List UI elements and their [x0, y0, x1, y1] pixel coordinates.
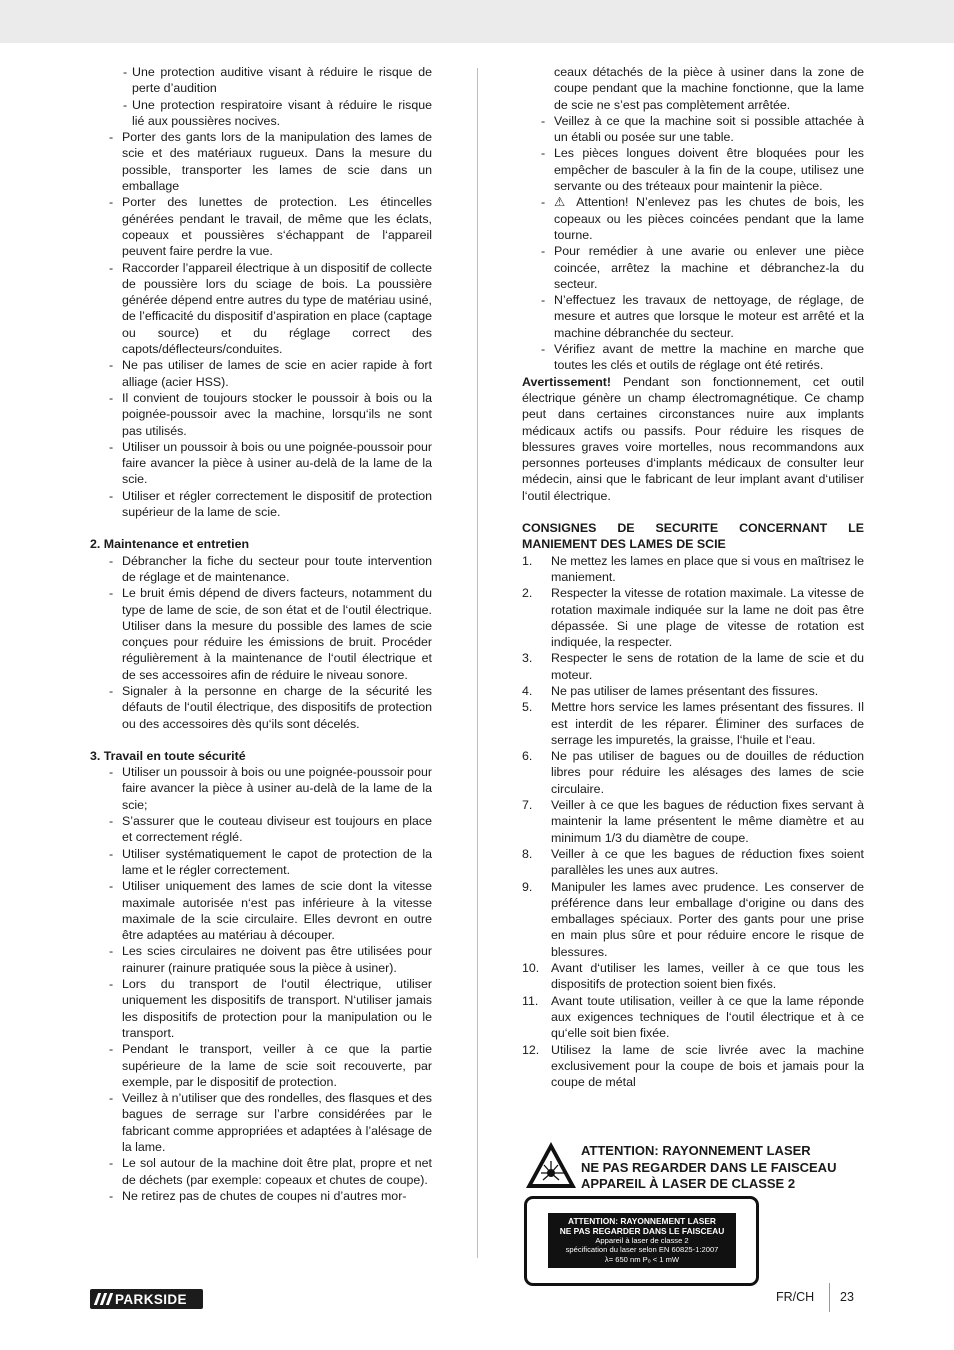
- item-text: Manipuler les lames avec prudence. Les conserver de préférence dans leur emballage d‘origine ou dans des emballages spéciaux. Porter des gants pour une prise en main plus sûre et pour réduire encore le risque de blessures.: [551, 879, 864, 959]
- list-item: [522, 585, 864, 650]
- item-number: 4.: [522, 683, 533, 698]
- item-number: 3.: [522, 651, 533, 666]
- list-item: - Ne pas utiliser de lames de scie en acier rapide à fort alliage (acier HSS).: [90, 357, 432, 390]
- label-line: Appareil à laser de classe 2: [595, 1236, 689, 1245]
- continued-text: ceaux détachés de la pièce à usiner dans la zone de coupe pendant que la machine fonctionne, que la lame de scie ne s’est pas complètement arrêtée.: [554, 65, 864, 112]
- maintenance-list: [90, 553, 432, 732]
- safe-work-list: [90, 764, 432, 1204]
- list-item: - Utiliser un poussoir à bois ou une poignée-poussoir pour faire avancer la pièce à usiner au-delà de la lame de la scie;: [90, 764, 432, 813]
- list-item: [522, 1042, 864, 1091]
- list-item: - Veillez à n’utiliser que des rondelles, des flasques et des bagues de serrage sur l’arbre considérées par le fabricant comme appropriées et adaptées à l’alésage de la lame.: [90, 1090, 432, 1155]
- top-bar: [0, 0, 954, 43]
- left-column: [90, 64, 432, 1204]
- label-line: ATTENTION: RAYONNEMENT LASER: [568, 1216, 716, 1226]
- logo-stripes-icon: [90, 1289, 114, 1309]
- list-item: - Le bruit émis dépend de divers facteurs, notamment du type de lame de scie, de son état et de l‘outil électrique. Utiliser dans la mesure du possible des lames de scie conçues pour réduire les émissions de bruit. Procéder régulièrement à la maintenance de l‘outil électrique et de ses accessoires afin de réduire le niveau sonore.: [90, 585, 432, 683]
- item-text: Respecter le sens de rotation de la lame de scie et du moteur.: [551, 651, 864, 682]
- item-text: Ne mettez les lames en place que si vous en maîtrisez le maniement.: [551, 553, 864, 584]
- brand-name: PARKSIDE: [115, 1291, 187, 1307]
- list-item: - Porter des gants lors de la manipulation des lames de scie et des matériaux rugueux. Dans la mesure du possible, transporter les lames de scie dans un emballage: [90, 129, 432, 194]
- section-heading-blades: CONSIGNES DE SECURITE CONCERNANT LE MANIEMENT DES LAMES DE SCIE: [522, 521, 864, 552]
- list-item: [522, 553, 864, 586]
- item-number: 8.: [522, 846, 533, 861]
- label-line: spécification du laser selon EN 60825-1:2007: [565, 1245, 719, 1255]
- list-item: - Porter des lunettes de protection. Les étincelles générées pendant le travail, de même que les éclats, copeaux et poussières s‘échappant de l‘appareil peuvent faire perdre la vue.: [90, 194, 432, 259]
- item-text: Ne pas utiliser de lames présentant des fissures.: [551, 683, 819, 698]
- list-item: [522, 993, 864, 1042]
- list-item: - Utiliser et régler correctement le dispositif de protection supérieur de la lame de scie.: [90, 488, 432, 521]
- list-item: - ⚠ Attention! N’enlevez pas les chutes de bois, les copeaux ou les pièces coincées pendant que la lame tourne.: [522, 194, 864, 243]
- section-heading-maintenance: 2. Maintenance et entretien: [90, 537, 250, 552]
- warning-label: Avertissement!: [522, 374, 612, 389]
- right-column: [522, 64, 864, 1090]
- section-heading-safe-work: 3. Travail en toute sécurité: [90, 748, 246, 763]
- label-line: λ= 650 nm Pₒ < 1 mW: [604, 1254, 680, 1264]
- language-code: FR/CH: [776, 1290, 815, 1304]
- footer-divider: [829, 1283, 830, 1312]
- list-item: - Les scies circulaires ne doivent pas être utilisées pour rainurer (rainure pratiquée sous la pièce à usiner).: [90, 943, 432, 976]
- machine-safety-list: [522, 113, 864, 374]
- list-item: - Utiliser un poussoir à bois ou une poignée-poussoir pour faire avancer la pièce à usiner au-delà de la lame de la scie.: [90, 439, 432, 488]
- item-text: Utilisez la lame de scie livrée avec la machine exclusivement pour la coupe de bois et jamais pour la coupe de métal: [551, 1042, 864, 1090]
- list-item: [522, 960, 864, 993]
- list-item: - N’effectuez les travaux de nettoyage, de réglage, de mesure et autres que lorsque le moteur est arrêté et la machine débranchée du secteur.: [522, 292, 864, 341]
- item-number: 11.: [522, 993, 539, 1008]
- item-text: Avant toute utilisation, veiller à ce que la lame réponde aux exigences techniques de l‘outil électrique et à ce qu‘elle soit bien fixée.: [551, 993, 864, 1041]
- item-number: 7.: [522, 798, 533, 813]
- laser-warning-line: APPAREIL À LASER DE CLASSE 2: [581, 1176, 796, 1191]
- parkside-logo: [90, 1289, 203, 1309]
- list-item: - Lors du transport de l‘outil électrique, utiliser uniquement les dispositifs de transport. N‘utiliser jamais les dispositifs de protection pour la manipulation ou le transport.: [90, 976, 432, 1041]
- laser-label-sticker: [524, 1196, 759, 1286]
- list-item: [522, 650, 864, 683]
- list-item: - Signaler à la personne en charge de la sécurité les défauts de l‘outil électrique, des dispositifs de protection ou des accessoires dès qu‘ils sont décelés.: [90, 683, 432, 732]
- item-number: 12.: [522, 1042, 540, 1057]
- list-item: - Une protection auditive visant à réduire le risque de perte d’audition: [90, 64, 432, 97]
- list-item: - S’assurer que le couteau diviseur est toujours en place et correctement réglé.: [90, 813, 432, 846]
- item-text: Veiller à ce que les bagues de réduction fixes soient parallèles les unes aux autres.: [551, 846, 864, 878]
- list-item: [522, 797, 864, 846]
- list-item: - Pour remédier à une avarie ou enlever une pièce coincée, arrêtez la machine et débranchez-la du secteur.: [522, 243, 864, 292]
- list-item: - Une protection respiratoire visant à réduire le risque lié aux poussières nocives.: [90, 97, 432, 130]
- list-item: [522, 879, 864, 960]
- list-item: - Les pièces longues doivent être bloquées pour les empêcher de basculer à la fin de la coupe, utilisez une servante ou des tréteaux pour maintenir la pièce.: [522, 145, 864, 194]
- list-item: - Utiliser systématiquement le capot de protection de la lame et le régler correctement.: [90, 846, 432, 879]
- em-warning-paragraph: [522, 374, 864, 504]
- list-item: - Il convient de toujours stocker le poussoir à bois ou la poignée-poussoir avec la machine, lorsqu‘ils ne sont pas utilisés.: [90, 390, 432, 439]
- list-item: - Veillez à ce que la machine soit si possible attachée à un établi ou posée sur une table.: [522, 113, 864, 146]
- list-item: [522, 846, 864, 879]
- item-text: Mettre hors service les lames présentant des fissures. Il est interdit de les réparer. Éliminer des surfaces de serrage les impuretés, la graisse, l‘huile et l‘eau.: [551, 700, 864, 747]
- laser-warning-icon: [524, 1140, 578, 1190]
- label-line: NE PAS REGARDER DANS LE FAISCEAU: [559, 1226, 725, 1236]
- laser-warning-text: [581, 1143, 836, 1193]
- list-item: - Utiliser uniquement des lames de scie dont la vitesse maximale autorisée n‘est pas inférieure à la vitesse maximale de la scie circulaire. Elles devront en outre être adaptées au matériau à découper.: [90, 878, 432, 943]
- list-item: - Raccorder l’appareil électrique à un dispositif de collecte de poussière lors du sciage de bois. La poussière générée dépend entre autres du type de matériau usiné, de l’efficacité du dispositif d’aspiration en place (captage ou source) et du réglage correct des capots/déflecteurs/conduites.: [90, 260, 432, 358]
- item-number: 9.: [522, 879, 533, 894]
- laser-warning-line: ATTENTION: RAYONNEMENT LASER: [581, 1143, 811, 1158]
- item-number: 6.: [522, 749, 533, 764]
- laser-warning-line: NE PAS REGARDER DANS LE FAISCEAU: [581, 1159, 837, 1175]
- warning-text: Pendant son fonctionnement, cet outil électrique génère un champ électromagnétique. Ce champ peut dans certaines circonstances nuire aux implants médicaux actifs ou passifs. Pour réduire les risques de blessures graves voire mortelles, nous recommandons aux personnes porteuses d‘implants médicaux de consulter leur médecin, ainsi que le fabricant de leur implant avant d‘utiliser l‘outil électrique.: [522, 374, 864, 503]
- list-item: - Le sol autour de la machine doit être plat, propre et net de déchets (par exemple: copeaux et chutes de coupe).: [90, 1155, 432, 1188]
- list-item: [522, 748, 864, 797]
- safety-list: [90, 129, 432, 520]
- item-number: 5.: [522, 700, 533, 715]
- item-text: Avant d‘utiliser les lames, veiller à ce que tous les dispositifs de protection soient bien fixés.: [551, 961, 864, 992]
- protection-sublist: [90, 64, 432, 129]
- list-item: [522, 683, 864, 699]
- item-text: Ne pas utiliser de bagues ou de douilles de réduction libres pour réduire les alésages des lames de scie circulaire.: [551, 749, 864, 796]
- item-number: 10.: [522, 961, 540, 976]
- laser-label-inner: [548, 1213, 736, 1268]
- column-divider: [477, 68, 478, 1258]
- list-item: - Vérifiez avant de mettre la machine en marche que toutes les clés et outils de réglage ont été retirés.: [522, 341, 864, 374]
- blade-rules-list: [522, 553, 864, 1091]
- item-number: 2.: [522, 586, 533, 601]
- list-item: - Ne retirez pas de chutes de coupes ni d’autres mor-: [90, 1188, 432, 1204]
- list-item: - Pendant le transport, veiller à ce que la partie supérieure de la lame de scie soit recouverte, par exemple, par le dispositif de protection.: [90, 1041, 432, 1090]
- list-item: - Débrancher la fiche du secteur pour toute intervention de réglage et de maintenance.: [90, 553, 432, 586]
- item-number: 1.: [522, 553, 533, 568]
- page-number: 23: [840, 1290, 854, 1304]
- list-item: [522, 699, 864, 748]
- item-text: Veiller à ce que les bagues de réduction fixes servant à maintenir la lame présentent le même diamètre et au minimum 1/3 du diamètre de coupe.: [551, 798, 864, 845]
- item-text: Respecter la vitesse de rotation maximale. La vitesse de rotation maximale indiquée sur la lame ne doit pas être dépassée. Si une plage de vitesse de rotation est indiquée, la respecter.: [551, 586, 864, 650]
